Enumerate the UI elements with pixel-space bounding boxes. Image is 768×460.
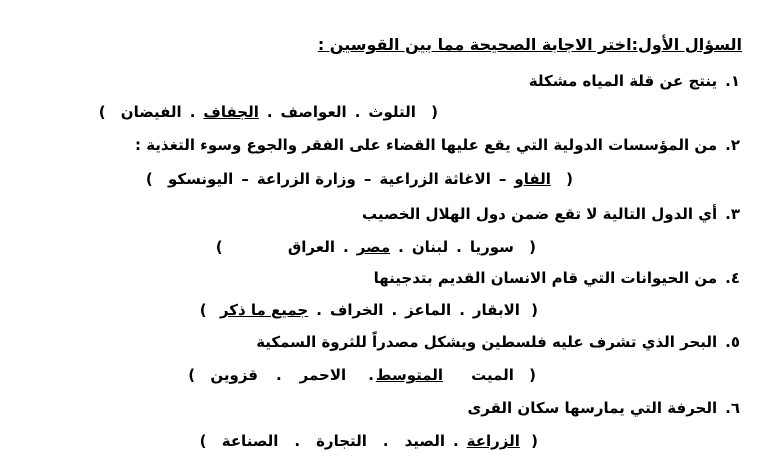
options-4 — [200, 299, 538, 321]
option[interactable]: الصناعة — [221, 432, 279, 450]
option-correct[interactable]: الزراعة — [466, 432, 520, 450]
option[interactable]: الماعز — [405, 301, 452, 319]
options-6 — [200, 430, 538, 452]
option-correct[interactable]: مصر — [356, 238, 391, 256]
option-correct[interactable]: الفاو — [514, 170, 551, 188]
question-2 — [135, 134, 740, 156]
question-number: ٤. — [725, 269, 740, 287]
separator: . — [382, 432, 389, 450]
close-paren: ) — [98, 103, 106, 121]
question-5 — [256, 331, 740, 353]
close-paren: ) — [188, 366, 196, 384]
option-correct[interactable]: الجفاف — [203, 103, 259, 121]
option[interactable]: الاغاثة الزراعية — [379, 170, 491, 188]
question-3 — [362, 203, 740, 225]
question-1 — [529, 70, 740, 92]
separator: . — [354, 103, 361, 121]
open-paren: ( — [531, 432, 538, 450]
separator: . — [391, 301, 398, 319]
question-4 — [374, 267, 740, 289]
separator: . — [266, 103, 273, 121]
question-text: البحر الذي تشرف عليه فلسطين ويشكل مصدراً للثروة السمكية — [256, 333, 718, 351]
close-paren: ) — [199, 301, 207, 319]
open-paren: ( — [531, 301, 538, 319]
option[interactable]: سوريا — [469, 238, 514, 256]
option[interactable]: العراق — [287, 238, 335, 256]
open-paren: ( — [529, 238, 536, 256]
option-correct[interactable]: جميع ما ذكر — [219, 301, 309, 319]
options-2 — [146, 168, 573, 190]
question-text: الحرفة التي يمارسها سكان القرى — [467, 399, 718, 417]
close-paren: ) — [145, 170, 153, 188]
separator: . — [452, 432, 459, 450]
option[interactable]: التلوث — [368, 103, 416, 121]
separator: . — [275, 366, 282, 384]
section-title: السؤال الأول:اختر الاجابة الصحيحة مما بين القوسين : — [317, 35, 742, 54]
open-paren: ( — [529, 366, 536, 384]
option[interactable]: لبنان — [411, 238, 449, 256]
separator: . — [294, 432, 301, 450]
separator: . — [368, 366, 374, 384]
separator: – — [241, 170, 249, 188]
question-number: ٥. — [725, 333, 740, 351]
option[interactable]: الميت — [471, 366, 514, 384]
question-text: من المؤسسات الدولية التي يقع عليها القضاء على الفقر والجوع وسوء التغذية : — [134, 136, 718, 154]
question-number: ٦. — [725, 399, 740, 417]
question-6 — [468, 397, 740, 419]
separator: . — [189, 103, 196, 121]
option[interactable]: الاحمر — [299, 366, 347, 384]
question-text: أي الدول التالية لا تقع ضمن دول الهلال الخصيب — [361, 205, 718, 223]
option-correct[interactable]: المتوسط — [375, 366, 444, 384]
options-5 — [188, 364, 536, 386]
question-text: من الحيوانات التي قام الانسان القديم بتدجينها — [373, 269, 718, 287]
separator: – — [498, 170, 507, 188]
option[interactable]: الفيضان — [120, 103, 182, 121]
options-1 — [99, 101, 438, 123]
option[interactable]: التجارة — [316, 432, 367, 450]
open-paren: ( — [566, 170, 573, 188]
option[interactable]: الابقار — [472, 301, 520, 319]
separator: – — [363, 170, 372, 188]
open-paren: ( — [431, 103, 438, 121]
option[interactable]: وزارة الزراعة — [256, 170, 356, 188]
question-number: ٣. — [725, 205, 740, 223]
option[interactable]: العواصف — [280, 103, 347, 121]
separator: . — [316, 301, 322, 319]
question-number: ١. — [725, 72, 740, 90]
question-number: ٢. — [725, 136, 740, 154]
option[interactable]: قزوين — [210, 366, 258, 384]
separator: . — [398, 238, 404, 256]
separator: . — [456, 238, 462, 256]
option[interactable]: اليونسكو — [168, 170, 234, 188]
options-3 — [216, 236, 536, 258]
separator: . — [459, 301, 465, 319]
separator: . — [343, 238, 349, 256]
option[interactable]: الصيد — [404, 432, 445, 450]
close-paren: ) — [199, 432, 207, 450]
option[interactable]: الخراف — [329, 301, 384, 319]
close-paren: ) — [215, 238, 223, 256]
question-text: ينتج عن قلة المياه مشكلة — [528, 72, 718, 90]
